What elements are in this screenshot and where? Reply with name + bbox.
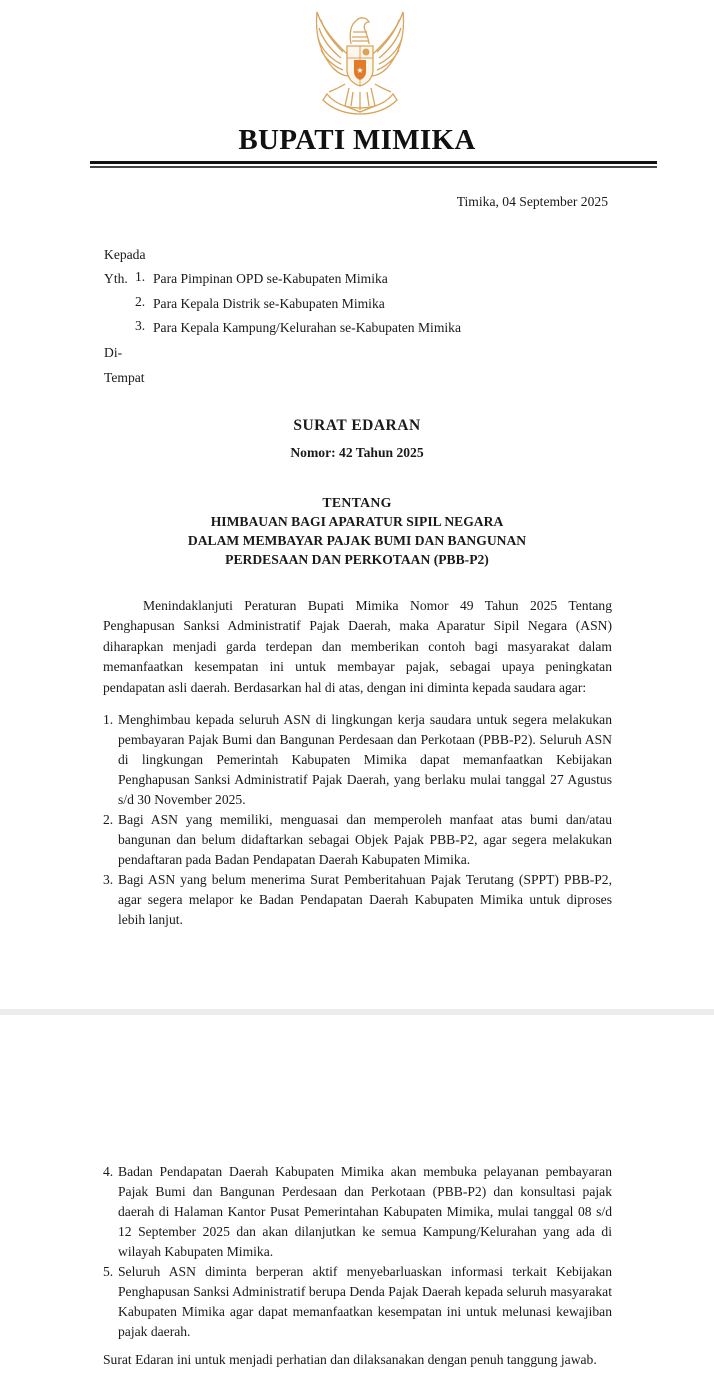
- list-item-text: Seluruh ASN diminta berperan aktif menyebarluaskan informasi terkait Kebijakan Penghapusan Sanksi Administratif berupa Denda Pajak Daerah kepada seluruh masyarakat Kabupaten Mimika agar dapat memanfaatkan kesempatan ini untuk melunasi kewajiban pajak daerah.: [118, 1264, 612, 1339]
- addressee-di: Di-: [104, 345, 123, 360]
- recipient-item: Para Kepala Distrik se-Kabupaten Mimika: [153, 296, 385, 311]
- list-item-number: 4.: [103, 1164, 114, 1179]
- subject-line: HIMBAUAN BAGI APARATUR SIPIL NEGARA: [210, 514, 504, 529]
- list-item-text: Badan Pendapatan Daerah Kabupaten Mimika akan membuka pelayanan pembayaran Pajak Bumi dan Bangunan Perdesaan dan Perkotaan (PBB-P2) dan konsultasi pajak daerah di Halaman Kantor Pusat Pemerintahan Kabupaten Mimika, mulai tanggal 08 s/d 12 September 2025 dan akan dilanjutkan ke semua Kampung/Kelurahan yang ada di wilayah Kabupaten Mimika.: [118, 1164, 612, 1259]
- list-item-number: 5.: [103, 1264, 114, 1279]
- garuda-emblem-icon: [305, 2, 415, 122]
- list-item: [103, 710, 612, 810]
- recipient-item: Para Kepala Kampung/Kelurahan se-Kabupaten Mimika: [153, 320, 462, 335]
- date-line: Timika, 04 September 2025: [456, 194, 608, 209]
- addressee-tempat: Tempat: [104, 370, 145, 385]
- svg-text:★: ★: [356, 66, 364, 75]
- list-item-text: Menghimbau kepada seluruh ASN di lingkungan kerja saudara untuk segera melakukan pembayaran Pajak Bumi dan Bangunan Perdesaan dan Perkotaan (PBB-P2). Seluruh ASN di lingkungan Pemerintah Kabupaten Mimika dapat memanfaatkan Kebijakan Penghapusan Sanksi Administratif Pajak Daerah, yang berlaku mulai tanggal 27 Agustus s/d 30 November 2025.: [118, 712, 612, 807]
- instruction-list-continued: [103, 1162, 612, 1342]
- letterhead-rule-thin: [90, 166, 657, 168]
- document-title: SURAT EDARAN: [293, 417, 421, 434]
- addressee-kepada: Kepada: [104, 247, 146, 262]
- recipient-number: 2.: [135, 294, 146, 309]
- list-item-number: 2.: [103, 812, 114, 827]
- list-item: [103, 1162, 612, 1262]
- list-item-text: Bagi ASN yang memiliki, menguasai dan memperoleh manfaat atas bumi dan/atau bangunan dan belum didaftarkan sebagai Objek Pajak PBB-P2, agar segera melakukan pendaftaran pada Badan Pendapatan Daerah Kabupaten Mimika.: [118, 812, 612, 867]
- letterhead-rule-thick: [90, 161, 657, 164]
- subject-label: TENTANG: [322, 495, 392, 510]
- intro-paragraph: Menindaklanjuti Peraturan Bupati Mimika Nomor 49 Tahun 2025 Tentang Penghapusan Sanksi Administratif Pajak Daerah, maka Aparatur Sipil Negara (ASN) diharapkan menjadi garda terdepan dan memberikan contoh bagi masyarakat dalam memanfaatkan kesempatan ini untuk membayar pajak, sebagai upaya peningkatan pendapatan asli daerah. Berdasarkan hal di atas, dengan ini diminta kepada saudara agar:: [103, 598, 612, 695]
- list-item-number: 3.: [103, 872, 114, 887]
- subject-line: DALAM MEMBAYAR PAJAK BUMI DAN BANGUNAN: [187, 533, 527, 548]
- recipient-item: Para Pimpinan OPD se-Kabupaten Mimika: [153, 271, 388, 286]
- instruction-list: [103, 710, 612, 930]
- list-item: [103, 810, 612, 870]
- list-item: [103, 1262, 612, 1342]
- subject-line: PERDESAAN DAN PERKOTAAN (PBB-P2): [225, 552, 489, 567]
- list-item: [103, 870, 612, 930]
- closing-statement: Surat Edaran ini untuk menjadi perhatian dan dilaksanakan dengan penuh tanggung jawab.: [103, 1352, 597, 1367]
- list-item-number: 1.: [103, 712, 114, 727]
- document-number: Nomor: 42 Tahun 2025: [290, 445, 424, 460]
- recipient-number: 3.: [135, 318, 146, 333]
- addressee-yth: Yth.: [104, 271, 128, 286]
- letterhead-title: BUPATI MIMIKA: [238, 124, 476, 156]
- list-item-text: Bagi ASN yang belum menerima Surat Pemberitahuan Pajak Terutang (SPPT) PBB-P2, agar segera melapor ke Badan Pendapatan Daerah Kabupaten Mimika untuk diproses lebih lanjut.: [118, 872, 612, 927]
- recipient-number: 1.: [135, 269, 146, 284]
